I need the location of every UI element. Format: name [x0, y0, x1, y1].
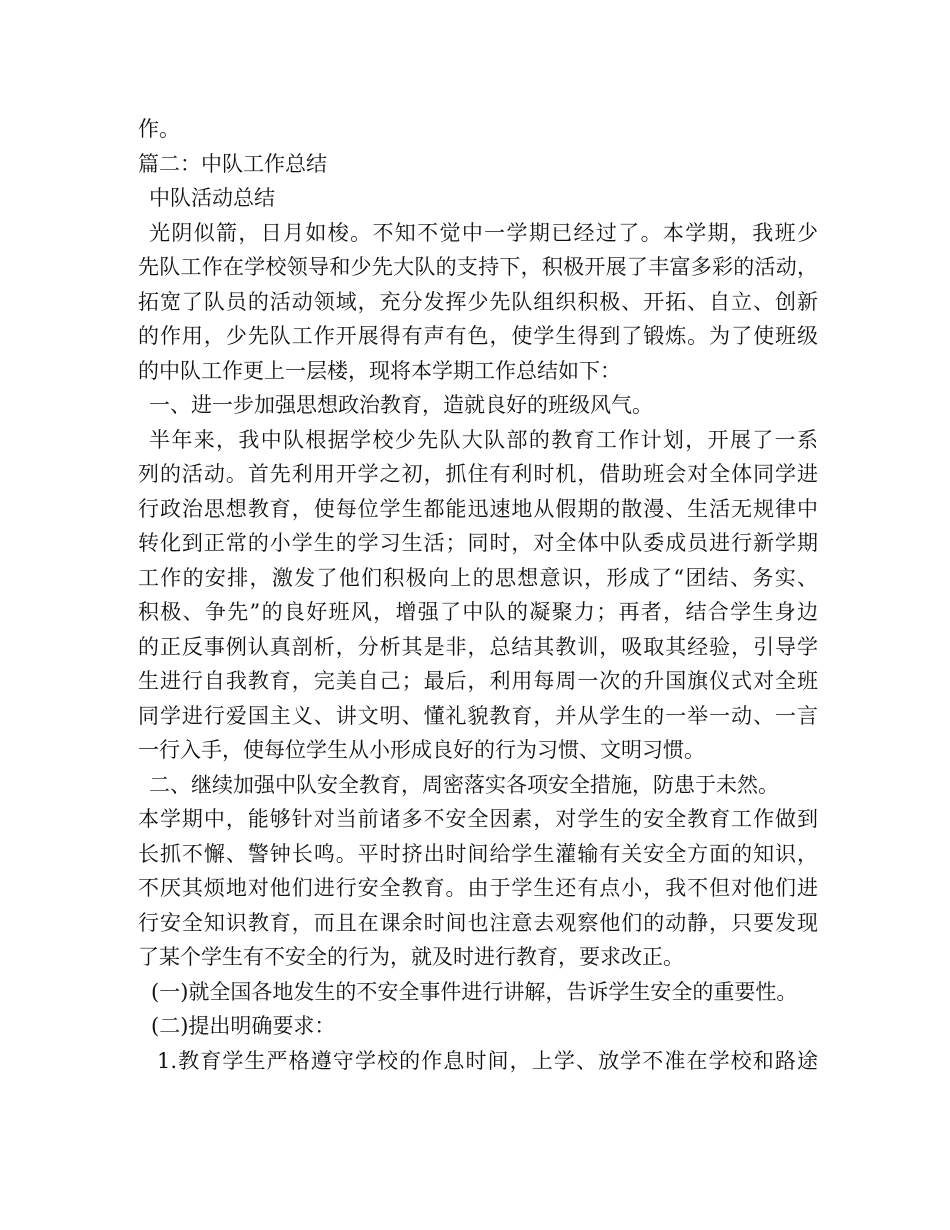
paragraph-line: 光阴似箭，日月如梭。不知不觉中一学期已经过了。本学期，我班少 [149, 220, 818, 245]
paragraph-line: 生进行自我教育，完美自己；最后，利用每周一次的升国旗仪式对全班 [138, 669, 818, 693]
list-item: 1.教育学生严格遵守学校的作息时间，上学、放学不准在学校和路途 [157, 1048, 818, 1073]
paragraph-line: 工作的安排，激发了他们积极向上的思想意识，形成了“团结、务实、 [138, 565, 818, 590]
item-heading: 二、继续加强中队安全教育，周密落实各项安全措施，防患于未然。 [149, 772, 779, 797]
paragraph-line: 半年来，我中队根据学校少先队大队部的教育工作计划，开展了一系 [149, 427, 818, 452]
paragraph-line: 一行入手，使每位学生从小形成良好的行为习惯、文明习惯。 [138, 738, 705, 762]
paragraph-line: 转化到正常的小学生的学习生活；同时，对全体中队委成员进行新学期 [138, 531, 818, 555]
item-heading: 一、进一步加强思想政治教育，造就良好的班级风气。 [149, 393, 653, 417]
list-item: (一)就全国各地发生的不安全事件进行讲解，告诉学生安全的重要性。 [151, 979, 798, 1004]
paragraph-line: 行政治思想教育，使每位学生都能迅速地从假期的散漫、生活无规律中 [138, 496, 818, 521]
section-heading: 篇二：中队工作总结 [138, 151, 327, 176]
sub-heading: 中队活动总结 [149, 186, 275, 210]
paragraph-line: 的作用，少先队工作开展得有声有色，使学生得到了锻炼。为了使班级 [138, 324, 818, 348]
paragraph-line: 的正反事例认真剖析，分析其是非，总结其教训，吸取其经验，引导学 [138, 634, 818, 659]
paragraph-line: 同学进行爱国主义、讲文明、懂礼貌教育，并从学生的一举一动、一言 [138, 703, 818, 728]
paragraph-line: 列的活动。首先利用开学之初，抓住有利时机，借助班会对全体同学进 [138, 462, 818, 486]
paragraph-line: 不厌其烦地对他们进行安全教育。由于学生还有点小，我不但对他们进 [138, 876, 818, 900]
paragraph-line: 先队工作在学校领导和少先大队的支持下，积极开展了丰富多彩的活动， [138, 255, 818, 279]
paragraph-line: 的中队工作更上一层楼，现将本学期工作总结如下： [138, 358, 621, 383]
paragraph-line: 积极、争先”的良好班风，增强了中队的凝聚力；再者，结合学生身边 [138, 600, 818, 624]
list-item: (二)提出明确要求： [151, 1014, 336, 1038]
text-line: 作。 [138, 117, 180, 141]
paragraph-line: 本学期中，能够针对当前诸多不安全因素，对学生的安全教育工作做到 [138, 807, 818, 831]
paragraph-line: 拓宽了队员的活动领域，充分发挥少先队组织积极、开拓、自立、创新 [138, 289, 818, 314]
paragraph-line: 长抓不懈、警钟长鸣。平时挤出时间给学生灌输有关安全方面的知识， [138, 841, 818, 866]
document-body [138, 112, 818, 1078]
paragraph-line: 行安全知识教育，而且在课余时间也注意去观察他们的动静，只要发现 [138, 910, 818, 935]
paragraph-line: 了某个学生有不安全的行为，就及时进行教育，要求改正。 [138, 945, 684, 969]
